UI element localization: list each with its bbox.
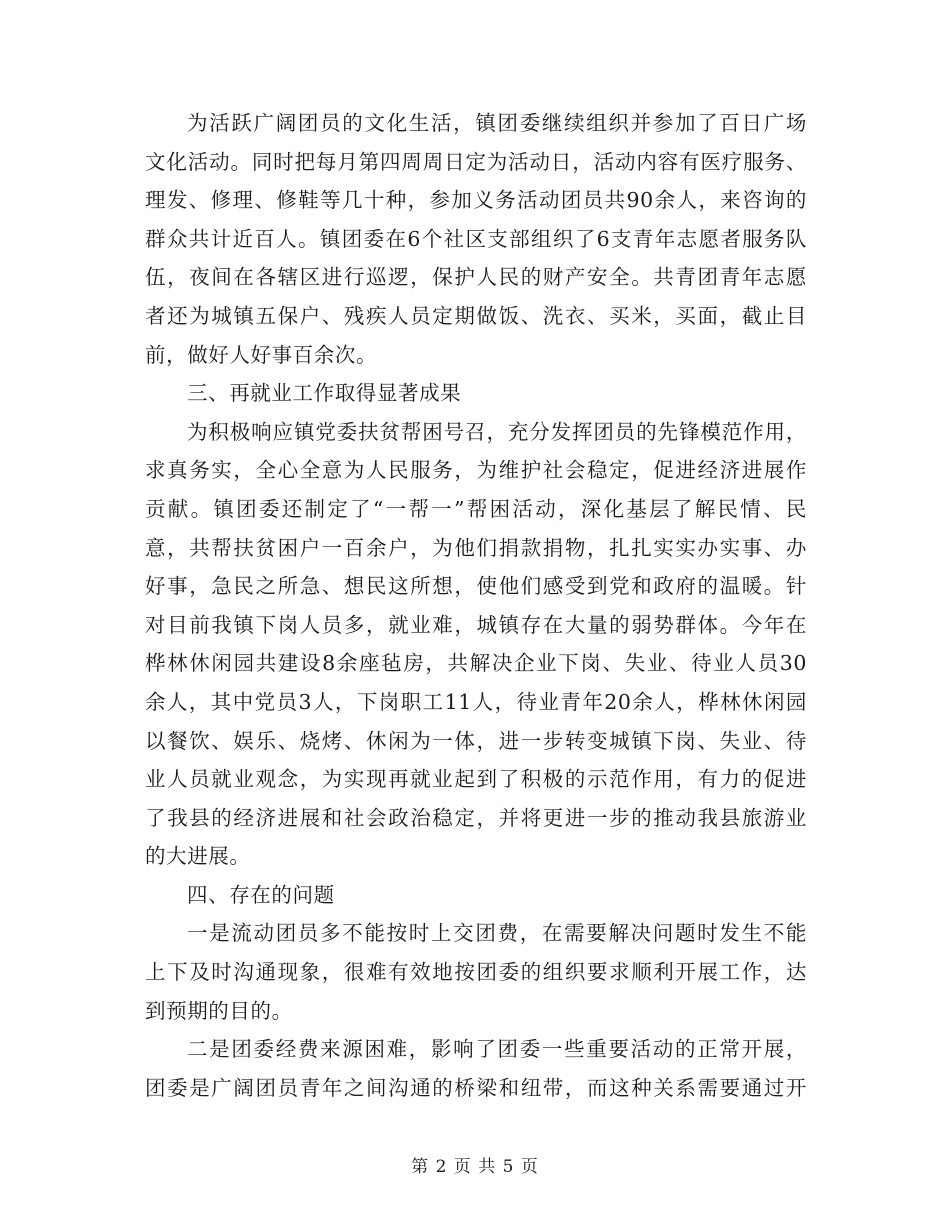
paragraph-problem-one [145, 914, 807, 1030]
text-line: 到预期的目的。 [145, 998, 293, 1023]
text-line: 文化活动。同时把每月第四周周日定为活动日，活动内容有医疗服务、 [145, 149, 807, 174]
text-line: 了我县的经济进展和社会政治稳定，并将更进一步的推动我县旅游业 [145, 805, 807, 830]
text-line: 一是流动团员多不能按时上交团费，在需要解决问题时发生不能 [187, 921, 807, 946]
section-heading-problems [145, 876, 807, 915]
paragraph-reemployment [145, 413, 807, 876]
text-line: 业人员就业观念，为实现再就业起到了积极的示范作用，有力的促进 [145, 767, 807, 792]
text-line: 对目前我镇下岗人员多，就业难，城镇存在大量的弱势群体。今年在 [145, 612, 807, 637]
text-line: 的大进展。 [145, 844, 251, 869]
heading-text: 三、再就业工作取得显著成果 [187, 381, 462, 406]
text-line: 意，共帮扶贫困户一百余户，为他们捐款捐物，扎扎实实办实事、办 [145, 535, 807, 560]
page-number-footer: 第 2 页 共 5 页 [411, 1157, 539, 1177]
document-body [145, 104, 807, 1107]
text-line: 伍，夜间在各辖区进行巡逻，保护人民的财产安全。共青团青年志愿 [145, 265, 807, 290]
text-line: 上下及时沟通现象，很难有效地按团委的组织要求顺利开展工作，达 [145, 960, 807, 985]
text-line: 前，做好人好事百余次。 [145, 342, 378, 367]
text-line: 求真务实，全心全意为人民服务，为维护社会稳定，促进经济进展作 [145, 458, 807, 483]
text-line: 贡献。镇团委还制定了“一帮一”帮困活动，深化基层了解民情、民 [145, 496, 807, 521]
text-line: 为活跃广阔团员的文化生活，镇团委继续组织并参加了百日广场 [187, 111, 807, 135]
text-line: 者还为城镇五保户、残疾人员定期做饭、洗衣、买米，买面，截止目 [145, 303, 807, 328]
text-line: 二是团委经费来源困难，影响了团委一些重要活动的正常开展， [187, 1037, 807, 1062]
text-line: 群众共计近百人。镇团委在6个社区支部组织了6支青年志愿者服务队 [145, 226, 807, 251]
text-line: 为积极响应镇党委扶贫帮困号召，充分发挥团员的先锋模范作用， [187, 419, 807, 444]
text-line: 余人，其中党员3人，下岗职工11人，待业青年20余人，桦林休闲园 [145, 689, 807, 714]
text-line: 理发、修理、修鞋等几十种，参加义务活动团员共90余人，来咨询的 [145, 188, 807, 213]
section-heading-reemployment [145, 374, 807, 413]
text-line: 好事，急民之所急、想民这所想，使他们感受到党和政府的温暖。针 [145, 574, 807, 599]
paragraph-problem-two [145, 1030, 807, 1107]
heading-text: 四、存在的问题 [187, 882, 335, 907]
text-line: 以餐饮、娱乐、烧烤、休闲为一体，进一步转变城镇下岗、失业、待 [145, 728, 807, 753]
text-line: 团委是广阔团员青年之间沟通的桥梁和纽带，而这种关系需要通过开 [145, 1075, 807, 1100]
text-line: 桦林休闲园共建设8余座毡房，共解决企业下岗、失业、待业人员30 [145, 651, 807, 676]
paragraph-cultural-activities [145, 104, 807, 374]
